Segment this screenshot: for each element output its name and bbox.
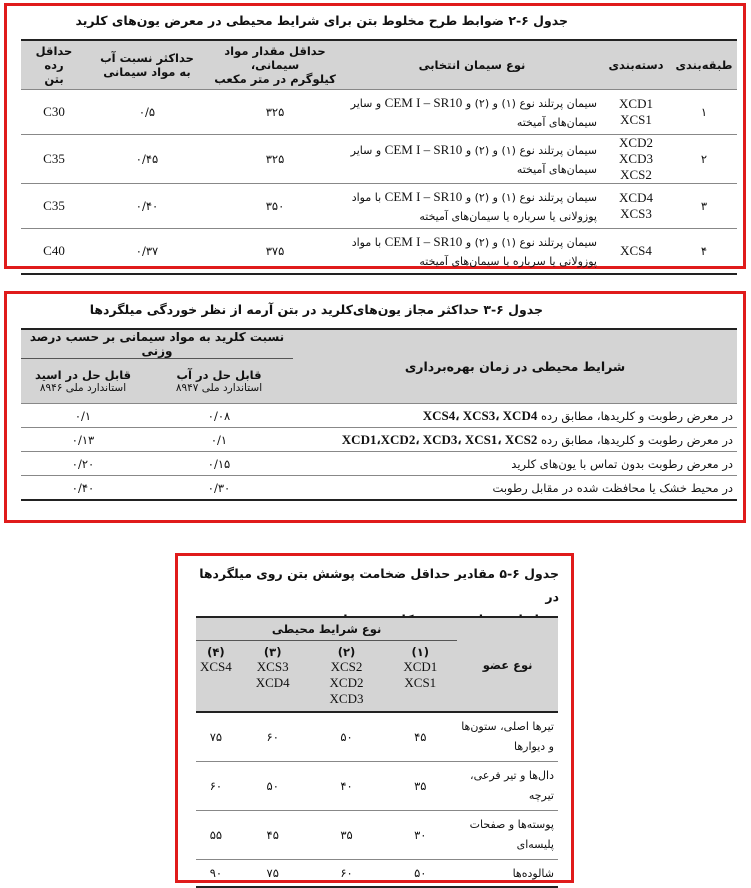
table-header-row: [196, 617, 558, 641]
table-row: پوسته‌ها و صفحات پلیسه‌ای ۳۰ ۳۵ ۴۵ ۵۵: [196, 811, 558, 860]
table-header-row: [21, 40, 737, 90]
header-env: نوع شرایط محیطی: [196, 617, 457, 641]
cover-thickness-table: [196, 616, 558, 888]
table-6-3-panel: [4, 291, 746, 523]
header-water-soluble: قابل حل در آب استاندارد ملی ۸۹۴۷: [175, 368, 263, 394]
table-row: ۳ XCD4 XCS3 سیمان پرتلند نوع (۱) و (۲) و CEM I – SR10 با مواد پوزولانی یا سرباره یا سیمان‌های آمیخته ۳۵۰ ۰/۴۰ C35: [21, 184, 737, 229]
header-max-wc: حداکثر نسبت آب به مواد سیمانی: [100, 51, 194, 79]
header-cement: نوع سیمان انتخابی: [418, 58, 526, 72]
table-6-3-caption: جدول ۶-۳ حداکثر مجاز یون‌های‌کلرید در بتن آرمه از نظر خوردگی میلگردها: [89, 302, 543, 317]
header-acid-soluble: قابل حل در اسید استاندارد ملی ۸۹۴۶: [34, 368, 132, 394]
table-6-5-caption: جدول ۶-۵ مقادیر حداقل ضخامت پوشش بتن روی میلگردها در شرایط محیطی خورنده کلریدی، میلی‌متر: [199, 566, 559, 627]
table-row: دال‌ها و تیر فرعی، تیرچه ۳۵ ۴۰ ۵۰ ۶۰: [196, 762, 558, 811]
header-ratio: نسبت کلرید به مواد سیمانی بر حسب درصد وزنی: [21, 329, 293, 359]
header-class: طبقه‌بندی: [675, 58, 733, 72]
table-row: ۱ XCD1 XCS1 سیمان پرتلند نوع (۱) و (۲) و CEM I – SR10 و سایر سیمان‌های آمیخته ۳۲۵ ۰/۵ C30: [21, 90, 737, 135]
table-subheader-row: (۱) XCD1 XCS1 (۲) XCS2 XCD2 XCD3 (۳) XCS3 XCD4 (۴) XCS4: [196, 641, 558, 713]
table-row: تیرها اصلی، ستون‌ها و دیوارها ۴۵ ۵۰ ۶۰ ۷۵: [196, 712, 558, 762]
table-row: ۲ XCD2 XCD3 XCS2 سیمان پرتلند نوع (۱) و (۲) و CEM I – SR10 و سایر سیمان‌های آمیخته ۳۲۵ ۰/۴۵ C35: [21, 135, 737, 184]
mix-design-table: [21, 39, 737, 275]
table-row: در معرض رطوبت و کلریدها، مطابق رده XCS4، XCS3، XCD4 ۰/۰۸ ۰/۱: [21, 404, 737, 428]
header-min-cement: حداقل مقدار مواد سیمانی، کیلوگرم در متر مکعب: [214, 44, 336, 86]
table-6-2-panel: [4, 3, 746, 269]
table-row: ۴ XCS4 سیمان پرتلند نوع (۱) و (۲) و CEM I – SR10 با مواد پوزولانی یا سرباره یا سیمان‌های آمیخته ۳۷۵ ۰/۳۷ C40: [21, 229, 737, 275]
header-condition: شرایط محیطی در زمان بهره‌برداری: [293, 329, 737, 404]
header-category: دسته‌بندی: [608, 58, 664, 72]
table-header-row: [21, 329, 737, 359]
table-row: در معرض رطوبت و کلریدها، مطابق رده XCD1،XCD2، XCD3، XCS1، XCS2 ۰/۱ ۰/۱۳: [21, 428, 737, 452]
table-6-5-panel: [175, 553, 574, 883]
table-row: در معرض رطوبت بدون تماس با یون‌های کلرید ۰/۱۵ ۰/۲۰: [21, 452, 737, 476]
table-row: شالوده‌ها ۵۰ ۶۰ ۷۵ ۹۰: [196, 860, 558, 888]
header-min-grade: حداقل رده بتن: [35, 44, 73, 86]
header-member: نوع عضو: [457, 617, 558, 712]
chloride-limit-table: [21, 328, 737, 501]
table-row: در محیط خشک یا محافظت شده در مقابل رطوبت ۰/۳۰ ۰/۴۰: [21, 476, 737, 501]
table-6-2-caption: جدول ۶-۲ ضوابط طرح مخلوط بتن برای شرایط محیطی در معرض یون‌های کلرید: [75, 13, 568, 28]
